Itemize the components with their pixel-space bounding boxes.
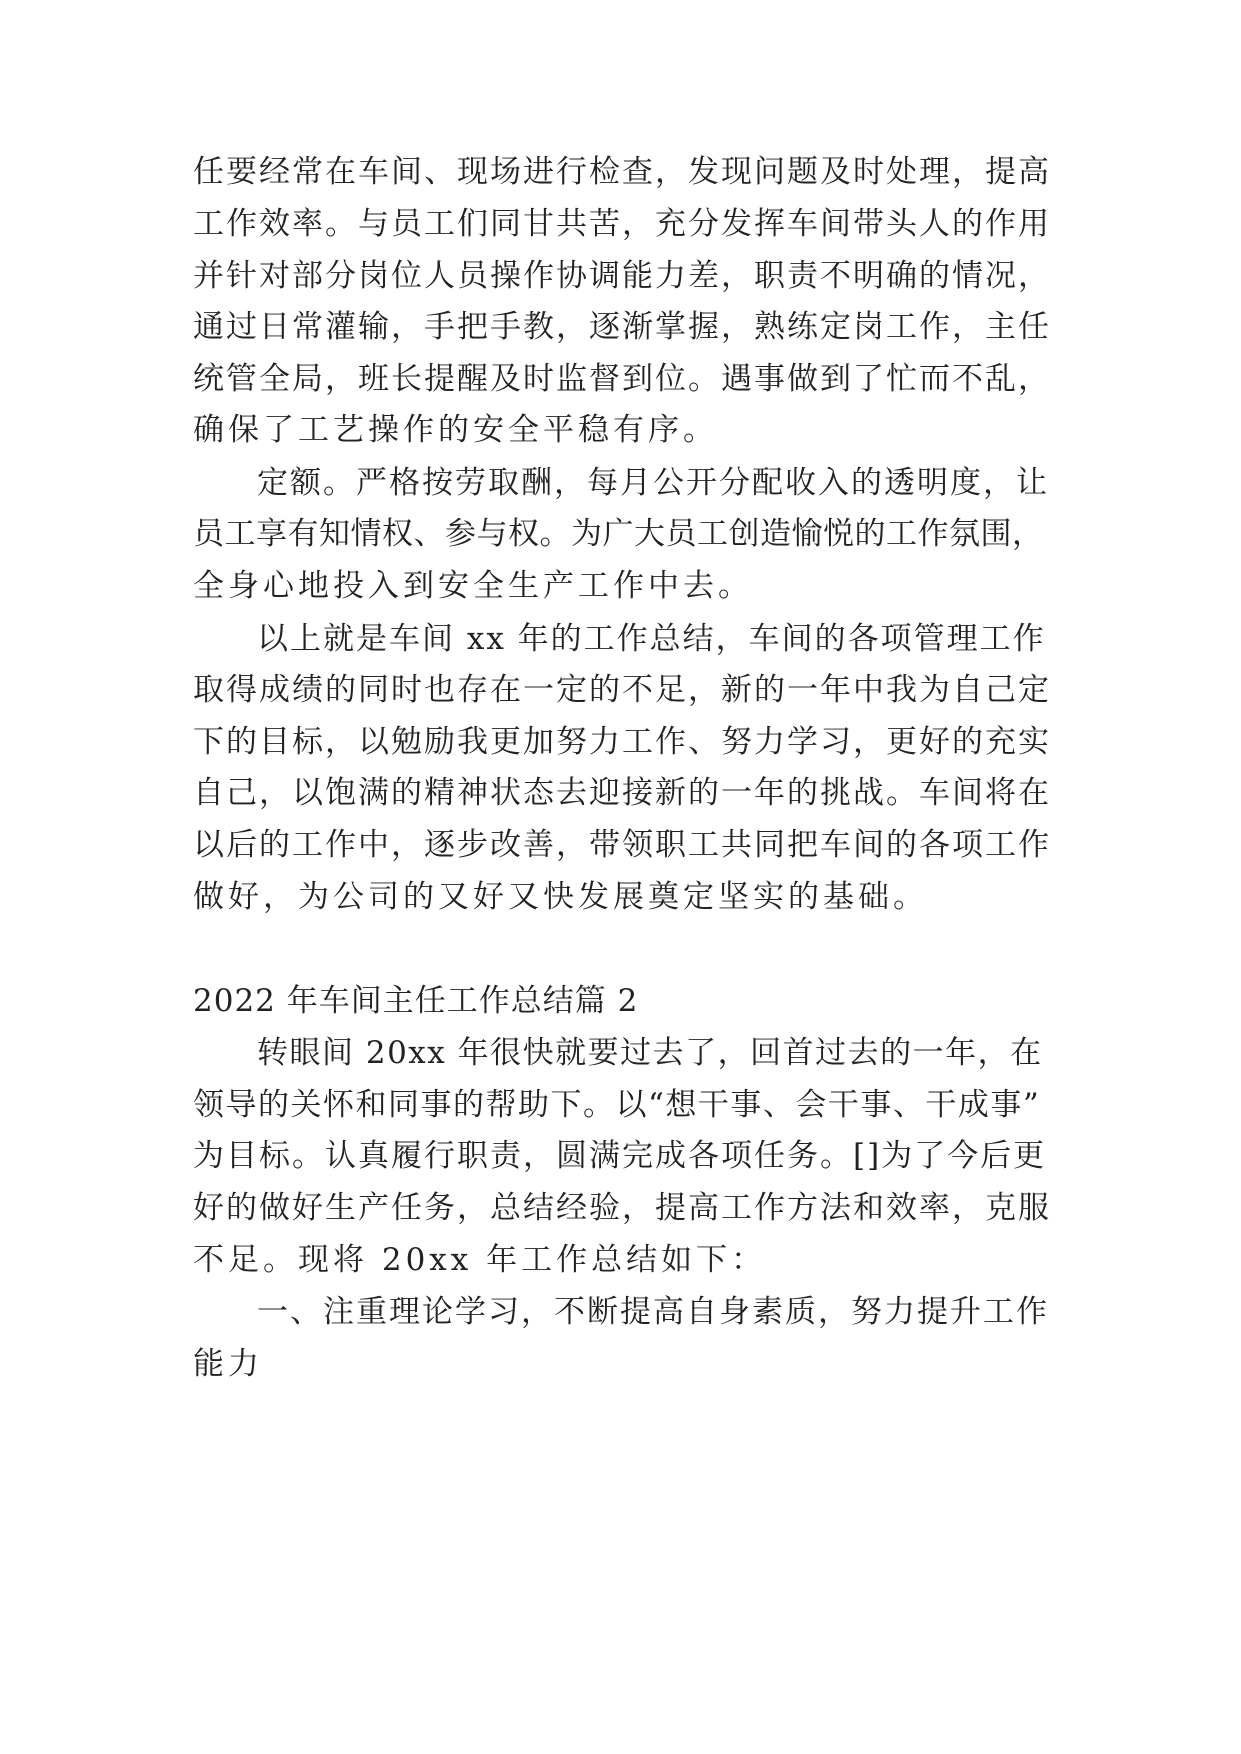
paragraph-line: 一、注重理论学习，不断提高自身素质，努力提升工作 xyxy=(257,1294,1049,1330)
section-heading: 2022 年车间主任工作总结篇 2 xyxy=(193,983,639,1019)
paragraph-line: 转眼间 20xx 年很快就要过去了，回首过去的一年，在 xyxy=(257,1035,1043,1071)
paragraph-line: 定额。严格按劳取酬，每月公开分配收入的透明度，让 xyxy=(257,465,1049,501)
paragraph-line: 并针对部分岗位人员操作协调能力差，职责不明确的情况， xyxy=(193,258,1051,294)
paragraph-line: 不足。现将 20xx 年工作总结如下： xyxy=(193,1242,767,1278)
paragraph-line: 好的做好生产任务，总结经验，提高工作方法和效率，克服 xyxy=(193,1190,1051,1226)
paragraph-line: 确保了工艺操作的安全平稳有序。 xyxy=(193,412,718,448)
paragraph-line: 领导的关怀和同事的帮助下。以“想干事、会干事、干成事” xyxy=(193,1087,1041,1123)
paragraph-line: 以后的工作中，逐步改善，带领职工共同把车间的各项工作 xyxy=(193,827,1051,863)
paragraph-line: 通过日常灌输，手把手教，逐渐掌握，熟练定岗工作，主任 xyxy=(193,309,1051,345)
paragraph-line: 能力 xyxy=(193,1346,263,1382)
paragraph-line: 全身心地投入到安全生产工作中去。 xyxy=(193,568,753,604)
paragraph-line: 统管全局，班长提醒及时监督到位。遇事做到了忙而不乱， xyxy=(193,361,1051,397)
paragraph-line: 员工享有知情权、参与权。为广大员工创造愉悦的工作氛围， xyxy=(193,516,1044,552)
paragraph-line: 为目标。认真履行职责，圆满完成各项任务。[]为了今后更 xyxy=(193,1138,1047,1174)
paragraph-line: 下的目标，以勉励我更加努力工作、努力学习，更好的充实 xyxy=(193,724,1051,760)
paragraph-line: 以上就是车间 xx 年的工作总结，车间的各项管理工作 xyxy=(257,621,1046,657)
paragraph-line: 自己，以饱满的精神状态去迎接新的一年的挑战。车间将在 xyxy=(193,775,1051,811)
paragraph-line: 任要经常在车间、现场进行检查，发现问题及时处理，提高 xyxy=(193,154,1051,190)
paragraph-line: 取得成绩的同时也存在一定的不足，新的一年中我为自己定 xyxy=(193,672,1051,708)
paragraph-line: 工作效率。与员工们同甘共苦，充分发挥车间带头人的作用 xyxy=(193,206,1051,242)
paragraph-line: 做好，为公司的又好又快发展奠定坚实的基础。 xyxy=(193,879,928,915)
